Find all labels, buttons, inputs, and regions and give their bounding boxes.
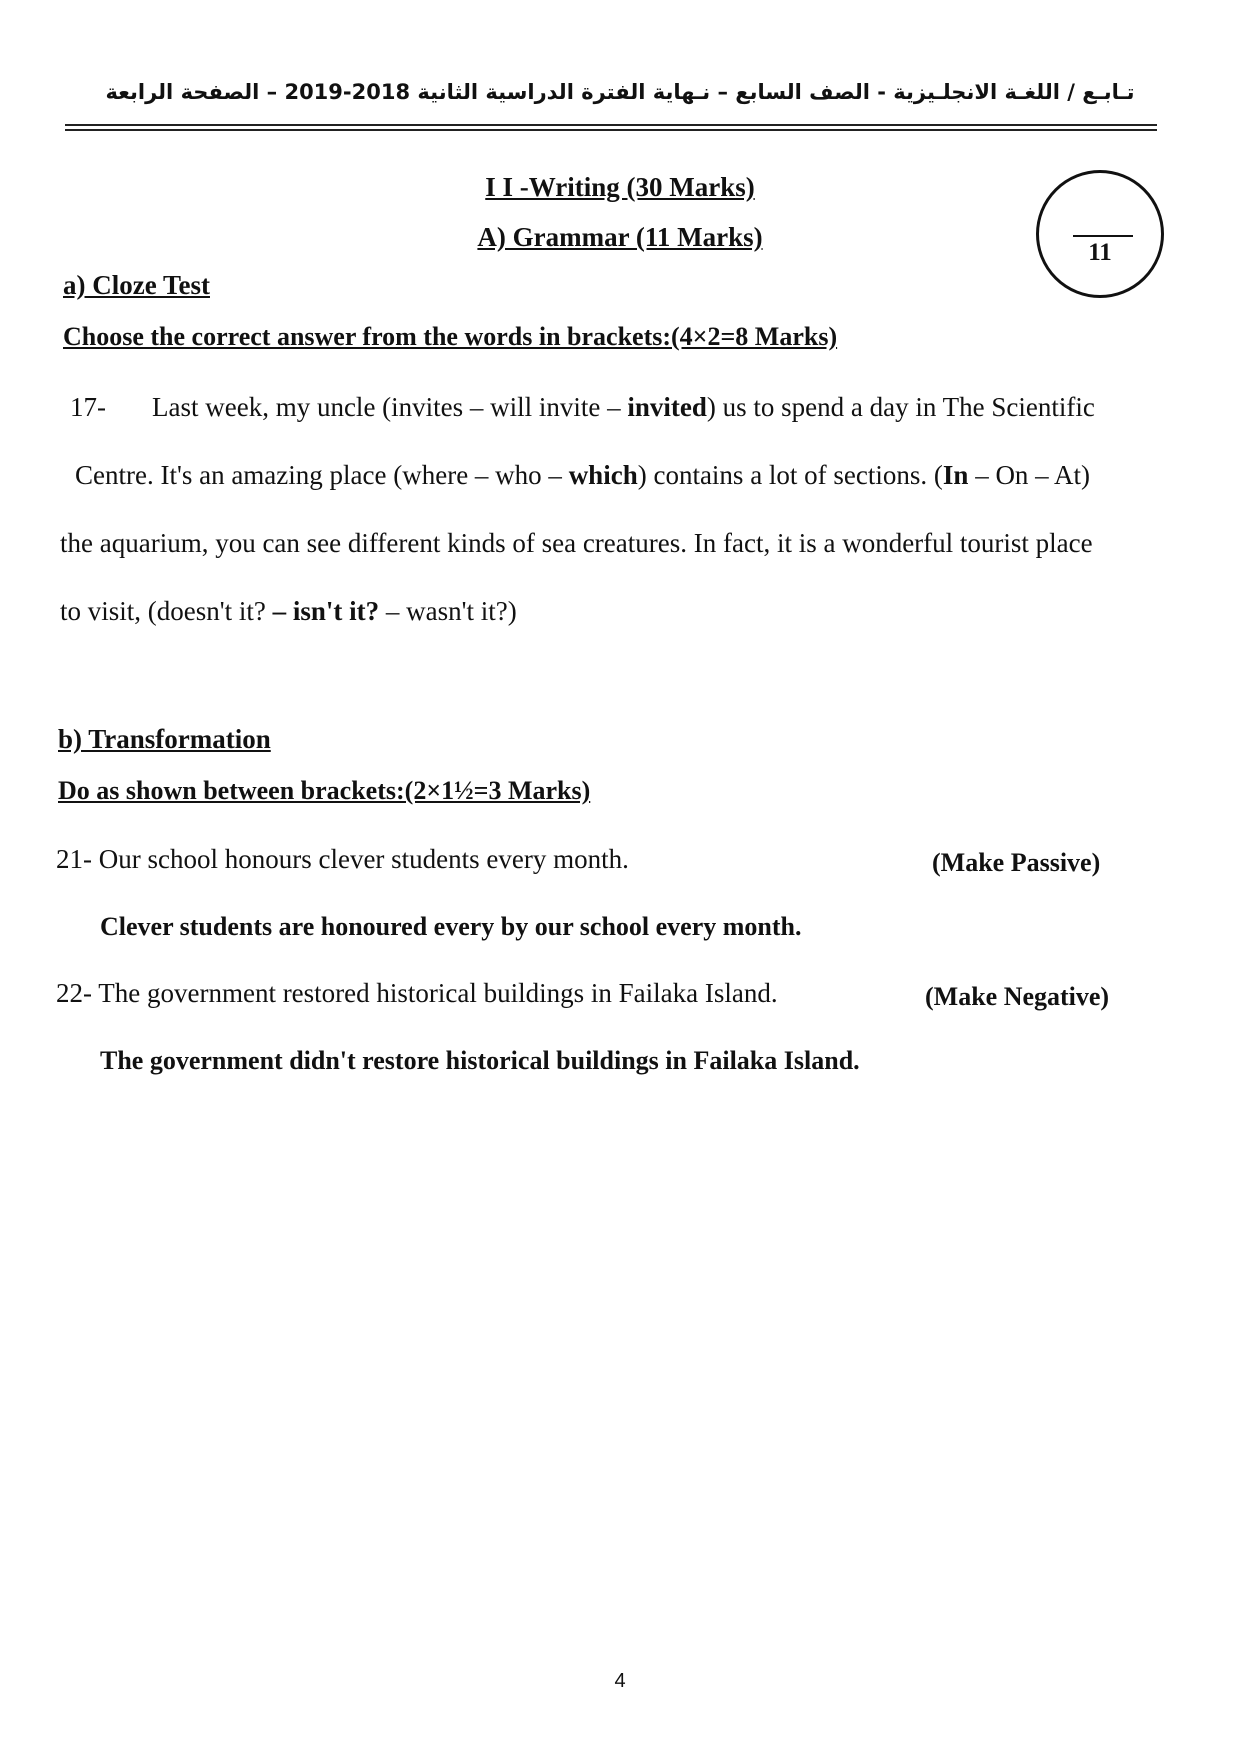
page-number: 4	[614, 1670, 626, 1692]
cloze-heading: a) Cloze Test	[63, 270, 210, 300]
question-number: 17-	[70, 392, 106, 422]
cloze-line-2: Centre. It's an amazing place (where – who – which) contains a lot of sections. (In – On – At)	[75, 460, 1090, 490]
answer-in: In	[942, 460, 969, 490]
page-header-arabic: تـابـع / اللغـة الانجلـيزية - الصف السابع – نـهاية الفترة الدراسية الثانية 2018-2019 – الصفحة الرابعة	[105, 80, 1135, 104]
answer-invited: invited	[627, 392, 707, 422]
cloze-instruction: Choose the correct answer from the words in brackets:(4×2=8 Marks)	[63, 322, 838, 351]
cloze-line-1: 17- Last week, my uncle (invites – will invite – invited) us to spend a day in The Scientific	[70, 392, 1095, 422]
score-circle	[1036, 170, 1164, 298]
question-21: 21- Our school honours clever students every month.	[56, 844, 629, 874]
score-value: 11	[1088, 239, 1112, 266]
transformation-heading: b) Transformation	[58, 724, 271, 754]
section-subtitle: A) Grammar (11 Marks)	[477, 222, 763, 252]
answer-21: Clever students are honoured every by our school every month.	[100, 912, 802, 941]
header-divider	[65, 124, 1157, 138]
answer-22: The government didn't restore historical buildings in Failaka Island.	[100, 1046, 860, 1075]
cloze-line-3: the aquarium, you can see different kinds of sea creatures. In fact, it is a wonderful tourist place	[60, 528, 1093, 558]
question-22: 22- The government restored historical buildings in Failaka Island.	[56, 978, 778, 1008]
section-title: I I -Writing (30 Marks)	[485, 172, 755, 202]
transformation-instruction: Do as shown between brackets:(2×1½=3 Marks)	[58, 776, 591, 805]
question-21-instruction: (Make Passive)	[932, 848, 1101, 877]
answer-isnt-it: – isn't it?	[272, 596, 380, 626]
answer-which: which	[568, 460, 638, 490]
cloze-line-4: to visit, (doesn't it? – isn't it? – wasn't it?)	[60, 596, 517, 626]
question-22-instruction: (Make Negative)	[925, 982, 1110, 1011]
